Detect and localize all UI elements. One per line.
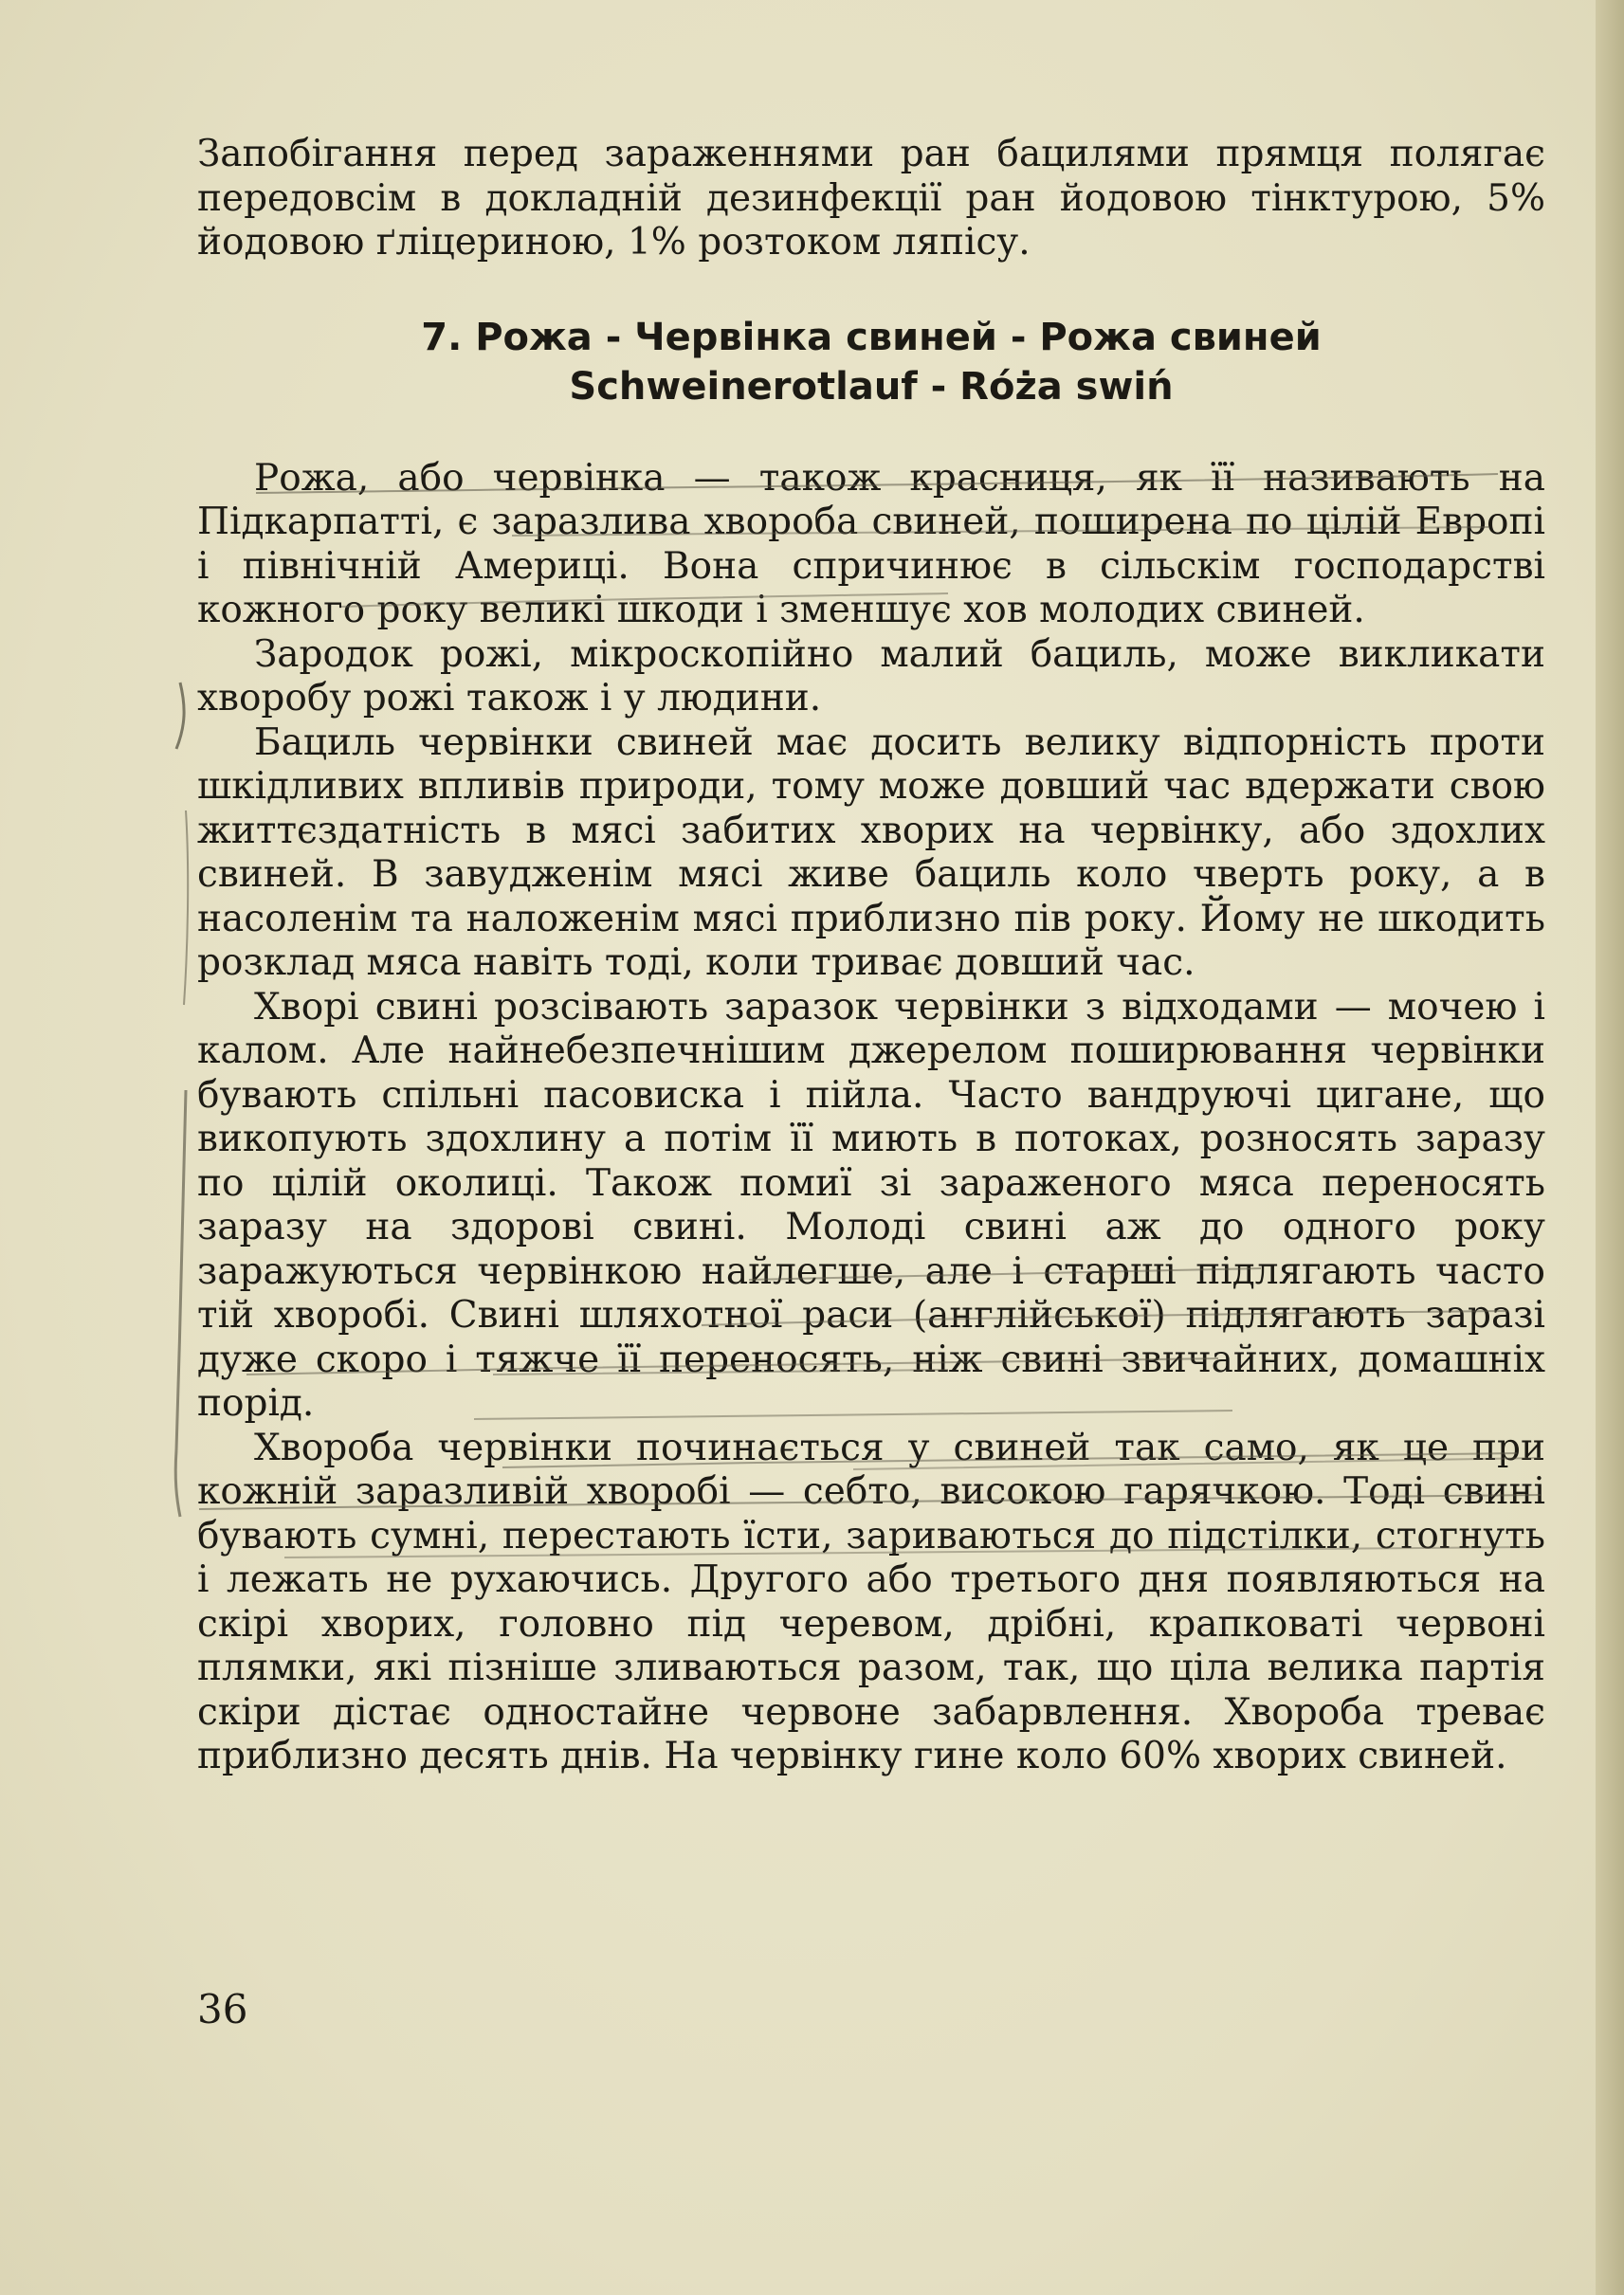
section-body [197, 457, 1545, 1779]
intro-paragraph: Запобігання перед зараженнями ран бацилями прямця полягає передовсім в докладній дезинфекції ран йодовою тінктурою, 5% йодовою ґліцериною, 1% розтоком ляпісу. [197, 133, 1545, 264]
page-spine-edge [1596, 0, 1624, 2295]
paragraph-resistance: Бациль червінки свиней має досить велику відпорність проти шкідливих впливів природи, тому може довший час вдержати свою життєздатність в мясі забитих хворих на червінку, або здохлих свиней. В завудженім мясі живе бациль коло чверть року, а в насоленім та наложенім мясі приблизно пів року. Йому не шкодить розклад мяса навіть тоді, коли триває довший час. [197, 720, 1545, 984]
section-heading [197, 313, 1545, 411]
pencil-margin-bracket [176, 683, 184, 749]
section-title-line-1: 7. Рожа - Червінка свиней - Рожа свиней [421, 315, 1322, 359]
page-content [197, 133, 1545, 1779]
pencil-margin-bracket [175, 1450, 180, 1517]
paragraph-definition: Рожа, або червінка — також красниця, як її називають на Підкарпатті, є зарaзлива хвороба свиней, поширена по цілій Европі і північній Америці. Вона спричинює в сільскім господарстві кожного року великі шкоди і зменшує хов молодих свиней. [197, 456, 1545, 631]
pencil-margin-bracket [184, 811, 188, 1005]
page-number: 36 [197, 1986, 248, 2032]
pencil-margin-bracket [176, 1090, 186, 1450]
section-title-line-2: Schweinerotlauf - Róża swiń [569, 364, 1174, 409]
paragraph-symptoms: Хвороба червінки починається у свиней так само, як це при кожній заразливій хворобі — себто, високою гарячкою. Тоді свині бувають сумні, перестають їсти, зариваються до підстілки, стогнуть і лежать не рухаючись. Другого або третього дня появляються на скірі хворих, головно під черевом, дрібні, крапковаті червоні плямки, які пізніше зливаються разом, так, що ціла велика партія скіри дістає одностайне червоне забарвлення. Хвороба треває приблизно десять днів. На червінку гине коло 60% хворих свиней. [197, 1426, 1545, 1777]
paragraph-transmission: Хворі свині розсівають заразок червінки з відходами — мочею і калом. Але найнебезпечнішим джерелом поширювання червінки бувають спільні пасовиска і пійла. Часто вандруючі цигане, що викопують здохлину а потім її миють в потоках, розносять заразу по цілій околиці. Також помиї зі зараженого мяса переносять заразу на здорові свині. Молоді свині аж до одного року заражуються червінкою найлегше, але і старші підлягають часто тій хворобі. Свині шляхотної раси (англійської) підлягають заразі дуже скоро і тяжче її переносять, ніж свині звичайних, домашніх порід. [197, 985, 1545, 1425]
paragraph-pathogen: Зародок рожі, мікроскопійно малий бациль, може викликати хворобу рожі також і у людини. [197, 632, 1545, 719]
